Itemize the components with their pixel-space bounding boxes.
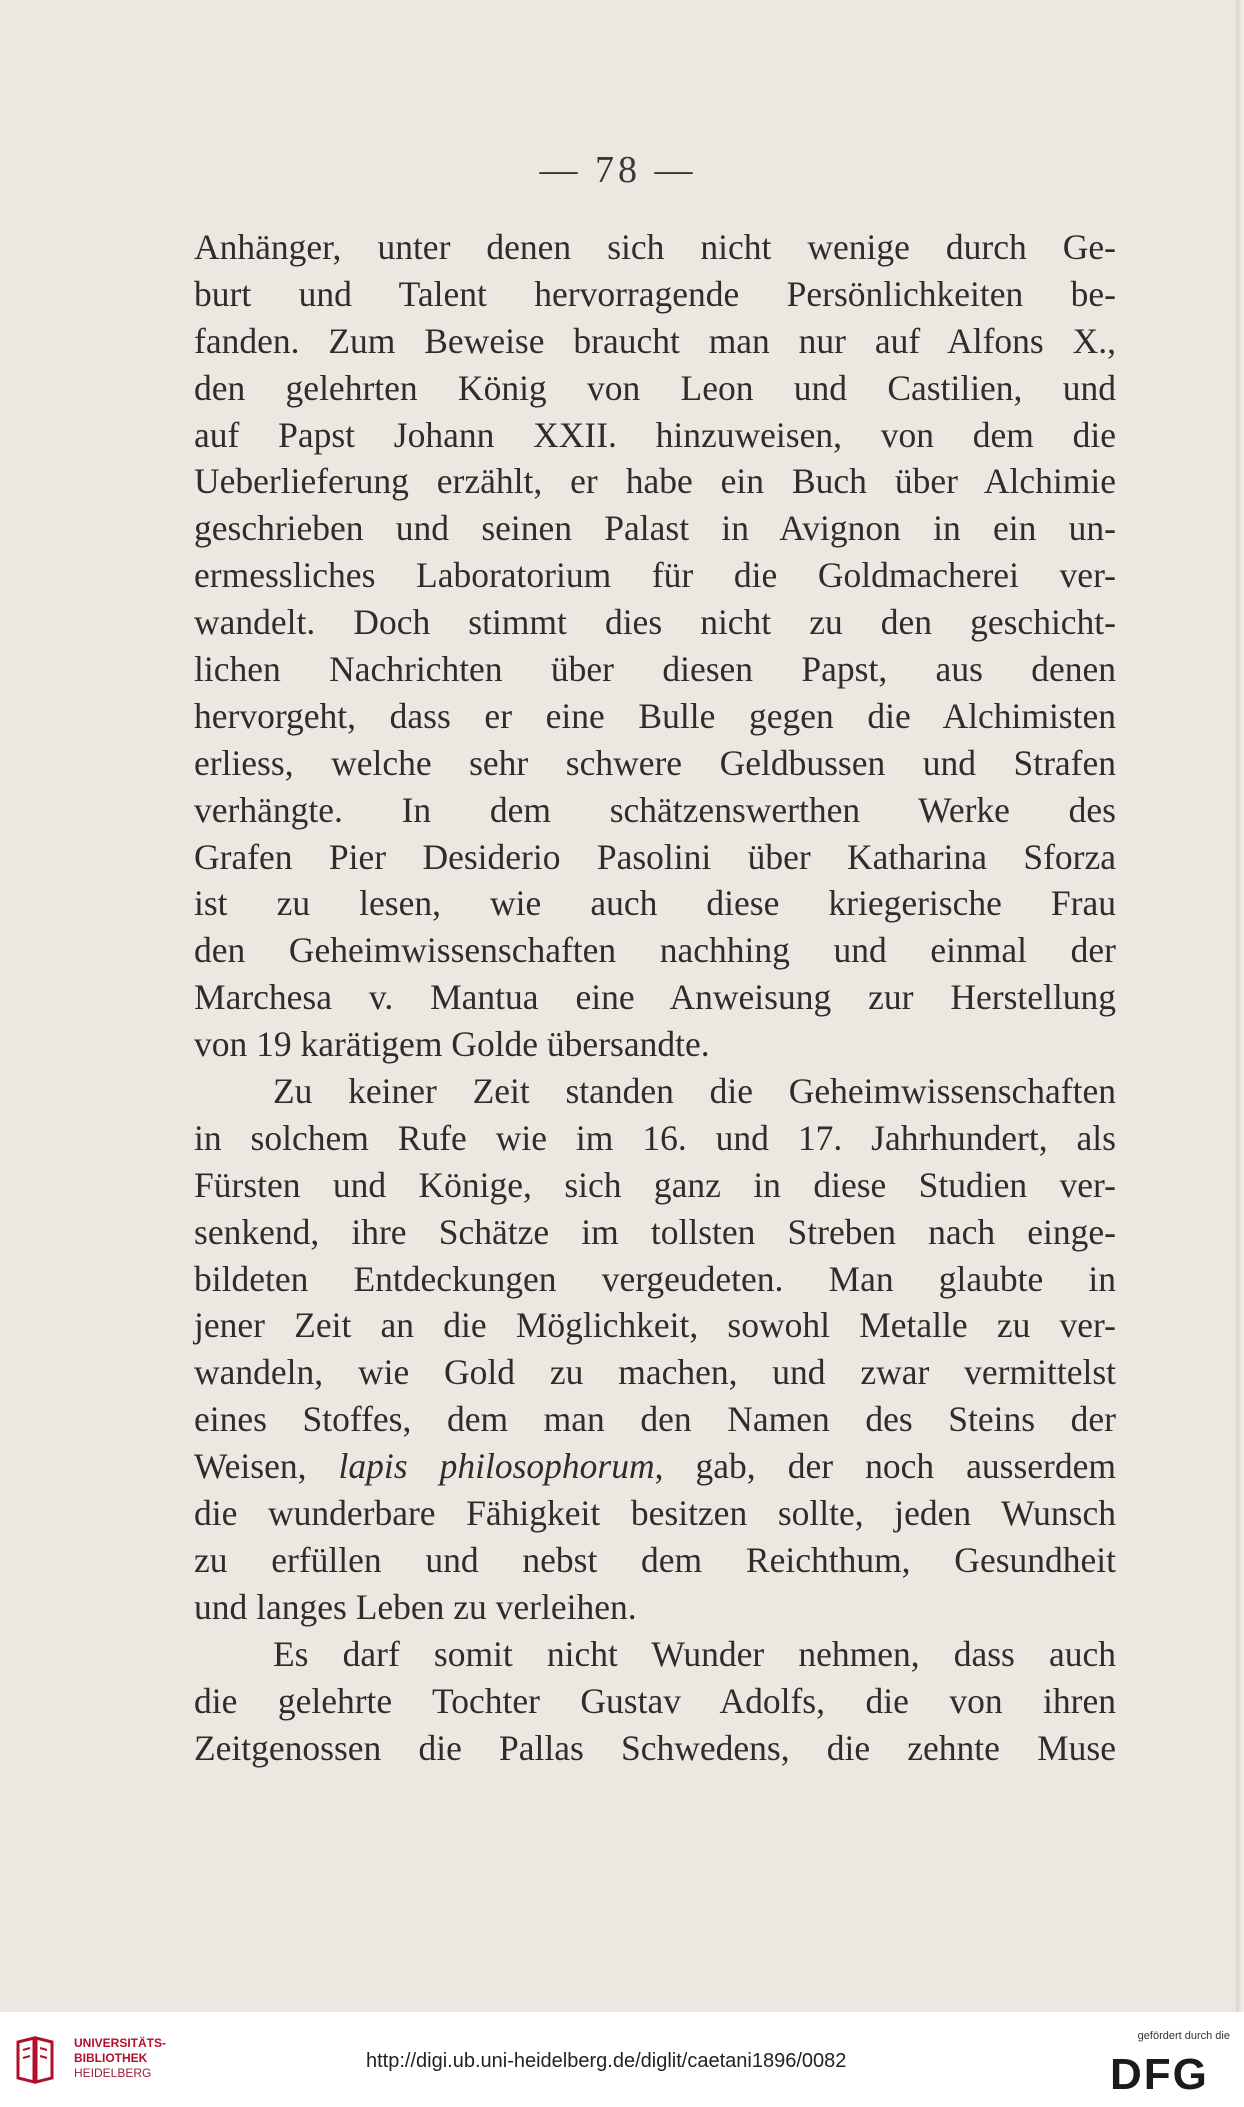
page-edge bbox=[1236, 0, 1244, 2012]
text-line: bildeten Entdeckungen vergeudeten. Man glaubte in bbox=[194, 1258, 1116, 1299]
text-line: senkend, ihre Schätze im tollsten Streben nach einge- bbox=[194, 1211, 1116, 1252]
text-line: geschrieben und seinen Palast in Avignon in ein un- bbox=[194, 508, 1116, 549]
text-line: wandeln, wie Gold zu machen, und zwar vermittelst bbox=[194, 1352, 1116, 1393]
library-name bbox=[74, 2036, 166, 2081]
text-line: lichen Nachrichten über diesen Papst, aus denen bbox=[194, 649, 1116, 690]
text-line: ermessliches Laboratorium für die Goldmacherei ver- bbox=[194, 555, 1116, 596]
dfg-logo: DFG bbox=[1110, 2050, 1209, 2099]
text-line: wandelt. Doch stimmt dies nicht zu den geschicht- bbox=[194, 602, 1116, 643]
body-text bbox=[194, 224, 1116, 1771]
library-name-line: BIBLIOTHEK bbox=[74, 2051, 148, 2065]
text-segment: Weisen, bbox=[194, 1446, 339, 1487]
text-line: den Geheimwissenschaften nachhing und einmal der bbox=[194, 930, 1116, 971]
text-line: burt und Talent hervorragende Persönlichkeiten be- bbox=[194, 273, 1116, 314]
text-line: Es darf somit nicht Wunder nehmen, dass auch bbox=[273, 1633, 1116, 1674]
text-line: Zu keiner Zeit standen die Geheimwissenschaften bbox=[273, 1071, 1116, 1112]
text-line-with-italic bbox=[194, 1443, 1116, 1490]
text-line: die wunderbare Fähigkeit besitzen sollte, jeden Wunsch bbox=[194, 1493, 1116, 1534]
text-line: ist zu lesen, wie auch diese kriegerische Frau bbox=[194, 883, 1116, 924]
text-line: Grafen Pier Desiderio Pasolini über Katharina Sforza bbox=[194, 836, 1116, 877]
latin-term: lapis philosophorum bbox=[338, 1446, 655, 1487]
text-line: den gelehrten König von Leon und Castilien, und bbox=[194, 367, 1116, 408]
library-name-line: HEIDELBERG bbox=[74, 2066, 152, 2080]
text-line: auf Papst Johann XXII. hinzuweisen, von dem die bbox=[194, 414, 1116, 455]
text-line: jener Zeit an die Möglichkeit, sowohl Metalle zu ver- bbox=[194, 1305, 1116, 1346]
page-number: — 78 — bbox=[539, 149, 697, 191]
text-line: Zeitgenossen die Pallas Schwedens, die zehnte Muse bbox=[194, 1727, 1116, 1768]
text-line: hervorgeht, dass er eine Bulle gegen die Alchimisten bbox=[194, 695, 1116, 736]
text-line: erliess, welche sehr schwere Geldbussen und Strafen bbox=[194, 742, 1116, 783]
text-line: eines Stoffes, dem man den Namen des Steins der bbox=[194, 1399, 1116, 1440]
library-name-line: UNIVERSITÄTS- bbox=[74, 2036, 167, 2050]
text-line: in solchem Rufe wie im 16. und 17. Jahrhundert, als bbox=[194, 1117, 1116, 1158]
text-line: die gelehrte Tochter Gustav Adolfs, die von ihren bbox=[194, 1680, 1116, 1721]
text-line: Marchesa v. Mantua eine Anweisung zur Herstellung bbox=[194, 977, 1116, 1018]
text-line: Anhänger, unter denen sich nicht wenige durch Ge- bbox=[194, 227, 1116, 267]
text-line: und langes Leben zu verleihen. bbox=[194, 1586, 637, 1627]
text-line: Fürsten und Könige, sich ganz in diese Studien ver- bbox=[194, 1164, 1116, 1205]
text-line: Ueberlieferung erzählt, er habe ein Buch über Alchimie bbox=[194, 461, 1116, 502]
text-line: fanden. Zum Beweise braucht man nur auf Alfons X., bbox=[194, 320, 1116, 361]
text-line: zu erfüllen und nebst dem Reichthum, Gesundheit bbox=[194, 1539, 1116, 1580]
permalink[interactable]: http://digi.ub.uni-heidelberg.de/diglit/caetani1896/0082 bbox=[366, 2050, 847, 2072]
text-line: verhängte. In dem schätzenswerthen Werke des bbox=[194, 789, 1116, 830]
funding-note: gefördert durch die bbox=[1137, 2030, 1230, 2042]
text-line: von 19 karätigem Golde übersandte. bbox=[194, 1024, 710, 1065]
text-segment: , gab, der noch ausserdem bbox=[654, 1446, 1116, 1487]
library-logo-icon bbox=[14, 2036, 56, 2086]
digitization-footer bbox=[0, 2012, 1244, 2107]
